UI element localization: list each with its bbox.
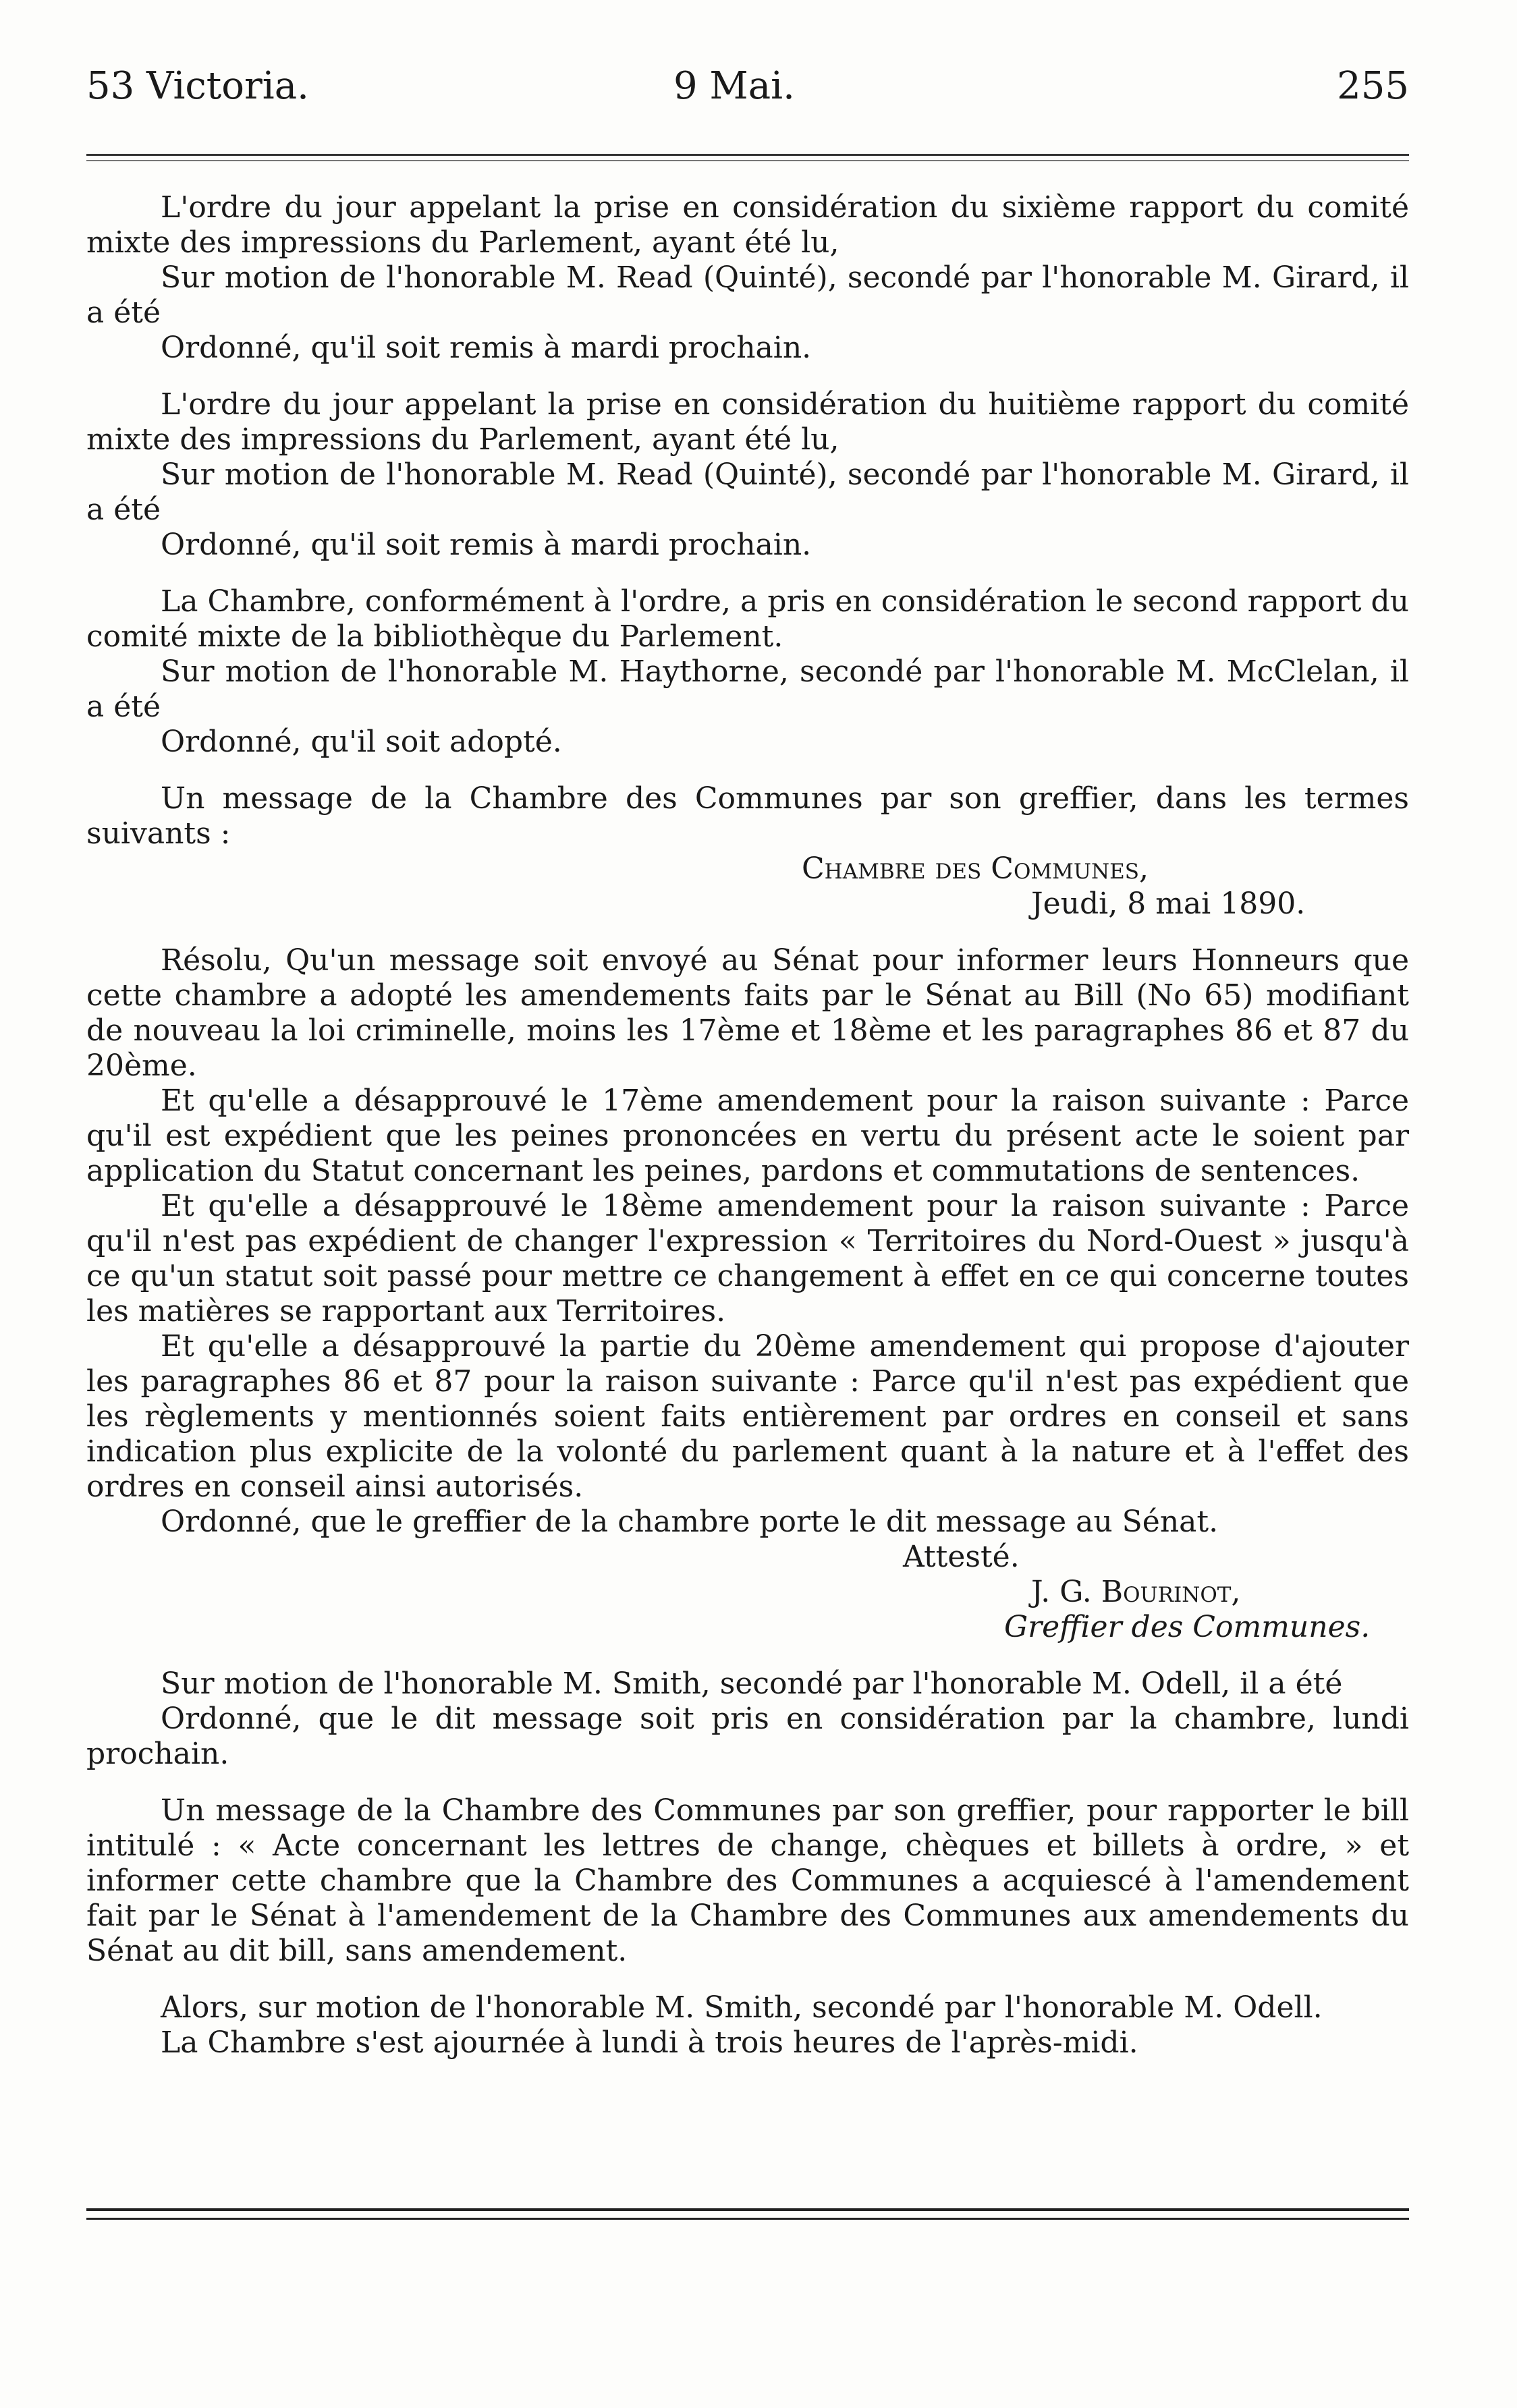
paragraph-motion-smith-2: Alors, sur motion de l'honorable M. Smith, secondé par l'honorable M. Odell. <box>161 1990 1323 2025</box>
signature-name: J. G. Bourinot, <box>1031 1575 1241 1609</box>
paragraph-bills-of-exchange: Un message de la Chambre des Communes par son greffier, pour rapporter le bill intitulé : « Acte concernant les lettres de change, chèques et billets à ordre, » et informer cette chambre que la Chambre des Communes a acquiescé à l'amendement fait par le Sénat à l'amendement de la Chambre des Communes aux amendements du Sénat au dit bill, sans amendement. <box>86 1793 1409 1968</box>
signature-title: Greffier des Communes. <box>1004 1610 1371 1644</box>
page-body <box>86 190 1409 2061</box>
paragraph-ordered-consider: Ordonné, que le dit message soit pris en considération par la chambre, lundi prochain. <box>86 1702 1409 1771</box>
message-place: Chambre des Communes, <box>802 851 1149 886</box>
message-date: Jeudi, 8 mai 1890. <box>1031 887 1306 921</box>
paragraph-ordered-1: Ordonné, qu'il soit remis à mardi prochain. <box>161 331 812 365</box>
paragraph-18th-amendment: Et qu'elle a désapprouvé le 18ème amendement pour la raison suivante : Parce qu'il n'est pas expédient de changer l'expression « Territoires du Nord-Ouest » jusqu'à ce qu'un statut soit passé pour mettre ce changement à effet en ce qui concerne toutes les matières se rapportant aux Territoires. <box>86 1189 1409 1328</box>
paragraph-ordered-adopted: Ordonné, qu'il soit adopté. <box>161 725 562 759</box>
paragraph-motion-read-1: Sur motion de l'honorable M. Read (Quinté), secondé par l'honorable M. Girard, il a été <box>86 260 1409 330</box>
page-number: 255 <box>1337 64 1409 108</box>
paragraph-resolved: Résolu, Qu'un message soit envoyé au Sénat pour informer leurs Honneurs que cette chambre a adopté les amendements faits par le Sénat au Bill (No 65) modifiant de nouveau la loi criminelle, moins les 17ème et 18ème et les paragraphes 86 et 87 du 20ème. <box>86 943 1409 1083</box>
paragraph-adjourned: La Chambre s'est ajournée à lundi à trois heures de l'après-midi. <box>161 2025 1138 2060</box>
paragraph-ordered-2: Ordonné, qu'il soit remis à mardi prochain. <box>161 528 812 562</box>
footer-rule <box>86 2208 1409 2220</box>
paragraph-ordered-clerk: Ordonné, que le greffier de la chambre porte le dit message au Sénat. <box>161 1505 1219 1539</box>
paragraph-17th-amendment: Et qu'elle a désapprouvé le 17ème amendement pour la raison suivante : Parce qu'il est expédient que les peines prononcées en vertu du présent acte le soient par application du Statut concernant les peines, pardons et commutations de sentences. <box>86 1084 1409 1188</box>
paragraph-motion-smith-1: Sur motion de l'honorable M. Smith, secondé par l'honorable M. Odell, il a été <box>161 1667 1343 1701</box>
paragraph-order-eighth-report: L'ordre du jour appelant la prise en considération du huitième rapport du comité mixte des impressions du Parlement, ayant été lu, <box>86 387 1409 457</box>
header-date: 9 Mai. <box>673 64 795 108</box>
paragraph-motion-read-2: Sur motion de l'honorable M. Read (Quinté), secondé par l'honorable M. Girard, il a été <box>86 457 1409 527</box>
paragraph-motion-haythorne: Sur motion de l'honorable M. Haythorne, secondé par l'honorable M. McClelan, il a été <box>86 654 1409 724</box>
paragraph-commons-message: Un message de la Chambre des Communes par son greffier, dans les termes suivants : <box>86 781 1409 851</box>
paragraph-order-sixth-report: L'ordre du jour appelant la prise en considération du sixième rapport du comité mixte des impressions du Parlement, ayant été lu, <box>86 190 1409 260</box>
paragraph-20th-amendment: Et qu'elle a désapprouvé la partie du 20ème amendement qui propose d'ajouter les paragraphes 86 et 87 pour la raison suivante : Parce qu'il n'est pas expédient que les règlements y mentionnés soient faits entièrement par ordres en conseil et sans indication plus explicite de la volonté du parlement quant à la nature et à l'effet des ordres en conseil ainsi autorisés. <box>86 1329 1409 1504</box>
header-rule <box>86 154 1409 161</box>
attested-line: Attesté. <box>903 1540 1020 1574</box>
paragraph-library-report: La Chambre, conformément à l'ordre, a pris en considération le second rapport du comité mixte de la bibliothèque du Parlement. <box>86 584 1409 654</box>
page-header <box>86 64 1409 125</box>
header-session: 53 Victoria. <box>86 64 309 108</box>
